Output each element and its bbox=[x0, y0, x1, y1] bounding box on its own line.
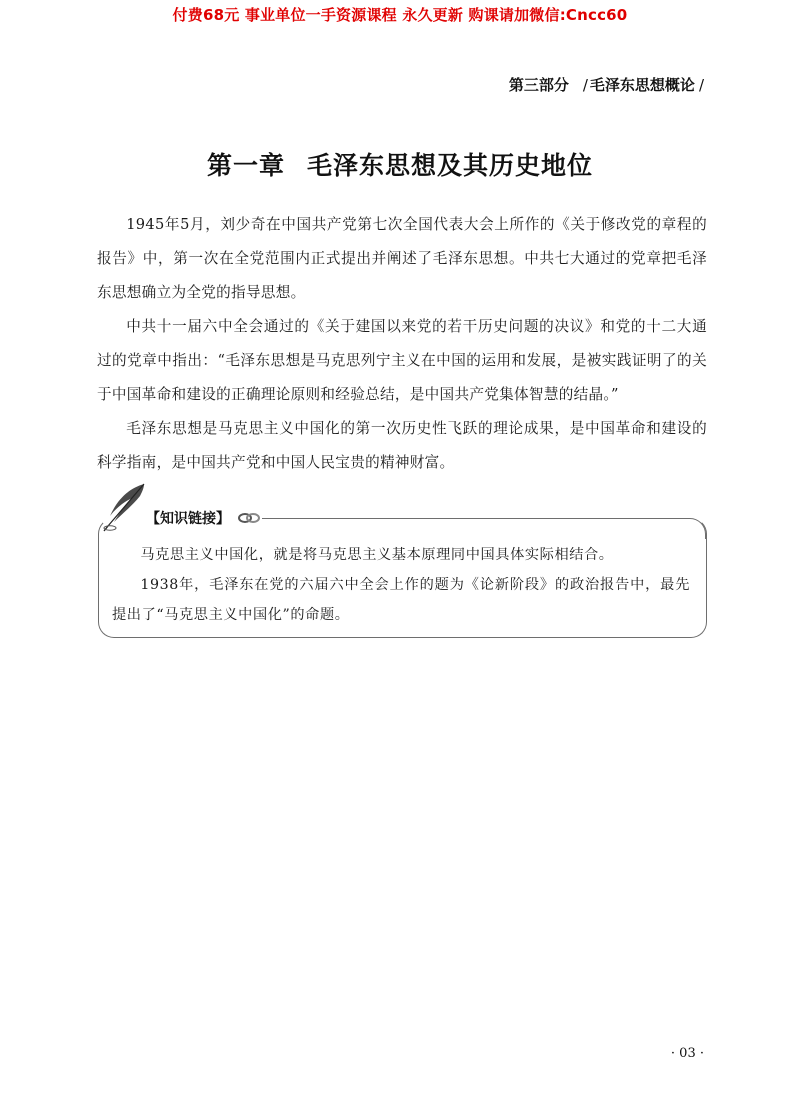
running-head-separator-end: / bbox=[698, 76, 704, 94]
page-number: · 03 · bbox=[670, 1046, 704, 1061]
running-head bbox=[509, 74, 704, 95]
knowledge-box-text bbox=[112, 540, 690, 630]
quill-pen-icon bbox=[100, 482, 148, 532]
body-paragraph: 中共十一届六中全会通过的《关于建国以来党的若干历史问题的决议》和党的十二大通过的党章中指出：“毛泽东思想是马克思列宁主义在中国的运用和发展，是被实践证明了的关于中国革命和建设的正确理论原则和经验总结，是中国共产党集体智慧的结晶。” bbox=[97, 318, 707, 403]
chapter-title bbox=[0, 146, 800, 182]
knowledge-paragraph: 1938年，毛泽东在党的六届六中全会上作的题为《论新阶段》的政治报告中，最先提出了“马克思主义中国化”的命题。 bbox=[112, 577, 690, 623]
knowledge-paragraph: 马克思主义中国化，就是将马克思主义基本原理同中国具体实际相结合。 bbox=[140, 547, 614, 563]
running-head-separator: / bbox=[582, 76, 588, 94]
chapter-title-text: 毛泽东思想及其历史地位 bbox=[307, 151, 594, 180]
running-head-part: 第三部分 bbox=[508, 76, 569, 94]
knowledge-box-top-border bbox=[262, 518, 690, 519]
body-text bbox=[97, 208, 707, 480]
body-paragraph: 毛泽东思想是马克思主义中国化的第一次历史性飞跃的理论成果，是中国革命和建设的科学指南，是中国共产党和中国人民宝贵的精神财富。 bbox=[97, 420, 707, 471]
chapter-number: 第一章 bbox=[206, 151, 285, 180]
knowledge-box-label: 【知识链接】 bbox=[146, 511, 230, 527]
body-paragraph: 1945年5月，刘少奇在中国共产党第七次全国代表大会上所作的《关于修改党的章程的报告》中，第一次在全党范围内正式提出并阐述了毛泽东思想。中共七大通过的党章把毛泽东思想确立为全党的指导思想。 bbox=[97, 216, 707, 301]
chain-link-icon bbox=[238, 510, 260, 526]
knowledge-box-corner bbox=[680, 518, 706, 539]
watermark-banner: 付费68元 事业单位一手资源课程 永久更新 购课请加微信:Cncc60 bbox=[172, 6, 628, 24]
running-head-section: 毛泽东思想概论 bbox=[589, 76, 695, 94]
